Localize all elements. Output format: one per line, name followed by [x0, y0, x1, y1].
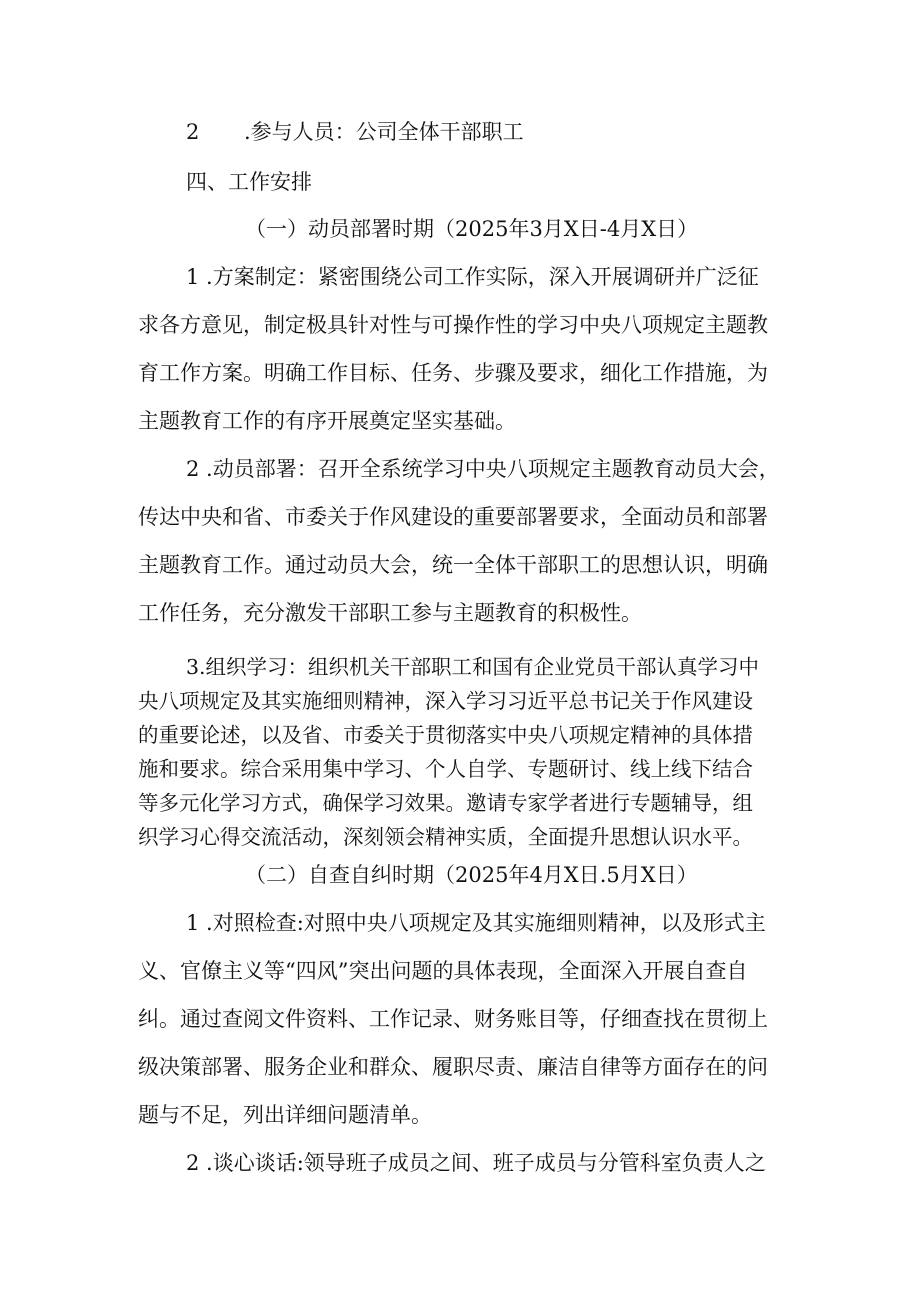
paragraph-line: 1 .对照检查:对照中央八项规定及其实施细则精神，以及形式主	[186, 911, 766, 935]
paragraph-line: 央八项规定及其实施细则精神，深入学习习近平总书记关于作风建设	[138, 689, 753, 713]
paragraph-line: 纠。通过查阅文件资料、工作记录、财务账目等，仔细查找在贯彻上	[138, 1007, 768, 1031]
section-4-title: 四、工作安排	[186, 170, 312, 194]
paragraph-line: 1 .方案制定：紧密围绕公司工作实际，深入开展调研并广泛征	[186, 265, 759, 289]
paragraph-line: 题与不足，列出详细问题清单。	[138, 1103, 432, 1127]
paragraph-line: 的重要论述，以及省、市委关于贯彻落实中央八项规定精神的具体措	[138, 723, 753, 747]
phase-2-title: （二）自查自纠时期（2025年4月X日.5月X日）	[245, 863, 698, 887]
paragraph-line: 育工作方案。明确工作目标、任务、步骤及要求，细化工作措施，为	[138, 361, 768, 385]
paragraph-line: 传达中央和省、市委关于作风建设的重要部署要求，全面动员和部署	[138, 505, 768, 529]
paragraph-line: 等多元化学习方式，确保学习效果。邀请专家学者进行专题辅导，组	[138, 791, 753, 815]
paragraph-line: 施和要求。综合采用集中学习、个人自学、专题研讨、线上线下结合	[138, 757, 753, 781]
paragraph-line: 求各方意见，制定极具针对性与可操作性的学习中央八项规定主题教	[138, 313, 768, 337]
paragraph-line: 级决策部署、服务企业和群众、履职尽责、廉洁自律等方面存在的问	[138, 1055, 768, 1079]
item-2-number: 2	[186, 120, 200, 144]
paragraph-line: 义、官僚主义等“四风”突出问题的具体表现，全面深入开展自查自	[138, 959, 748, 983]
paragraph-line: 2 .动员部署：召开全系统学习中央八项规定主题教育动员大会，	[186, 457, 780, 481]
phase-1-title: （一）动员部署时期（2025年3月X日-4月X日）	[245, 217, 699, 241]
paragraph-line: 3.组织学习：组织机关干部职工和国有企业党员干部认真学习中	[186, 655, 760, 679]
item-2-text: .参与人员：公司全体干部职工	[244, 120, 524, 144]
paragraph-line: 2 .谈心谈话:领导班子成员之间、班子成员与分管科室负责人之	[186, 1151, 766, 1175]
paragraph-line: 主题教育工作。通过动员大会，统一全体干部职工的思想认识，明确	[138, 553, 768, 577]
paragraph-line: 主题教育工作的有序开展奠定坚实基础。	[138, 409, 516, 433]
paragraph-line: 织学习心得交流活动，深刻领会精神实质，全面提升思想认识水平。	[138, 825, 753, 849]
paragraph-line: 工作任务，充分激发干部职工参与主题教育的积极性。	[138, 601, 642, 625]
